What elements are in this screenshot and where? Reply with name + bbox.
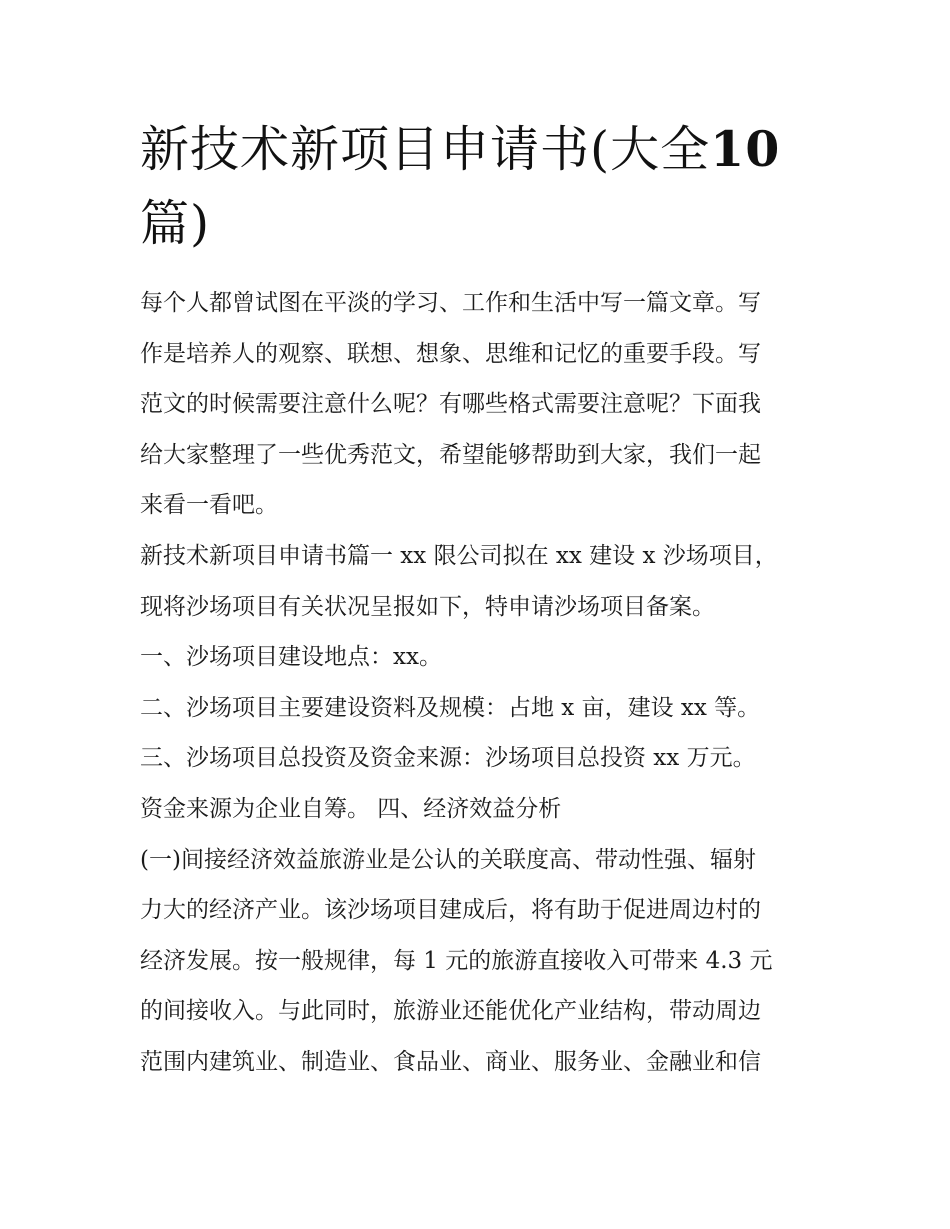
body-line: 新技术新项目申请书篇一 xx 限公司拟在 xx 建设 x 沙场项目， <box>140 542 778 569</box>
body-line: 来看一看吧。 <box>140 492 278 519</box>
body-line: 给大家整理了一些优秀范文，希望能够帮助到大家，我们一起 <box>140 441 761 468</box>
body-line: 三、沙场项目总投资及资金来源：沙场项目总投资 xx 万元。 <box>140 745 756 772</box>
title-text-end: 篇) <box>140 195 211 252</box>
title-number: 10 <box>710 120 781 178</box>
body-line: (一)间接经济效益旅游业是公认的关联度高、带动性强、辐射 <box>140 846 756 873</box>
body-line: 资金来源为企业自筹。 四、经济效益分析 <box>140 795 562 822</box>
document-title <box>140 112 820 261</box>
body-line: 一、沙场项目建设地点：xx。 <box>140 644 442 671</box>
body-line: 范围内建筑业、制造业、食品业、商业、服务业、金融业和信 <box>140 1048 761 1075</box>
body-line: 经济发展。按一般规律，每 1 元的旅游直接收入可带来 4.3 元 <box>140 947 773 974</box>
body-line: 的间接收入。与此同时，旅游业还能优化产业结构，带动周边 <box>140 998 761 1025</box>
body-line: 力大的经济产业。该沙场项目建成后，将有助于促进周边村的 <box>140 897 761 924</box>
body-line: 范文的时候需要注意什么呢？有哪些格式需要注意呢？下面我 <box>140 391 761 418</box>
document-body <box>140 278 820 1088</box>
body-line: 作是培养人的观察、联想、想象、思维和记忆的重要手段。写 <box>140 340 761 367</box>
title-text: 新技术新项目申请书(大全 <box>140 121 711 178</box>
body-line: 二、沙场项目主要建设资料及规模：占地 x 亩，建设 xx 等。 <box>140 694 761 721</box>
body-line: 现将沙场项目有关状况呈报如下，特申请沙场项目备案。 <box>140 593 715 620</box>
body-line: 每个人都曾试图在平淡的学习、工作和生活中写一篇文章。写 <box>140 290 761 316</box>
